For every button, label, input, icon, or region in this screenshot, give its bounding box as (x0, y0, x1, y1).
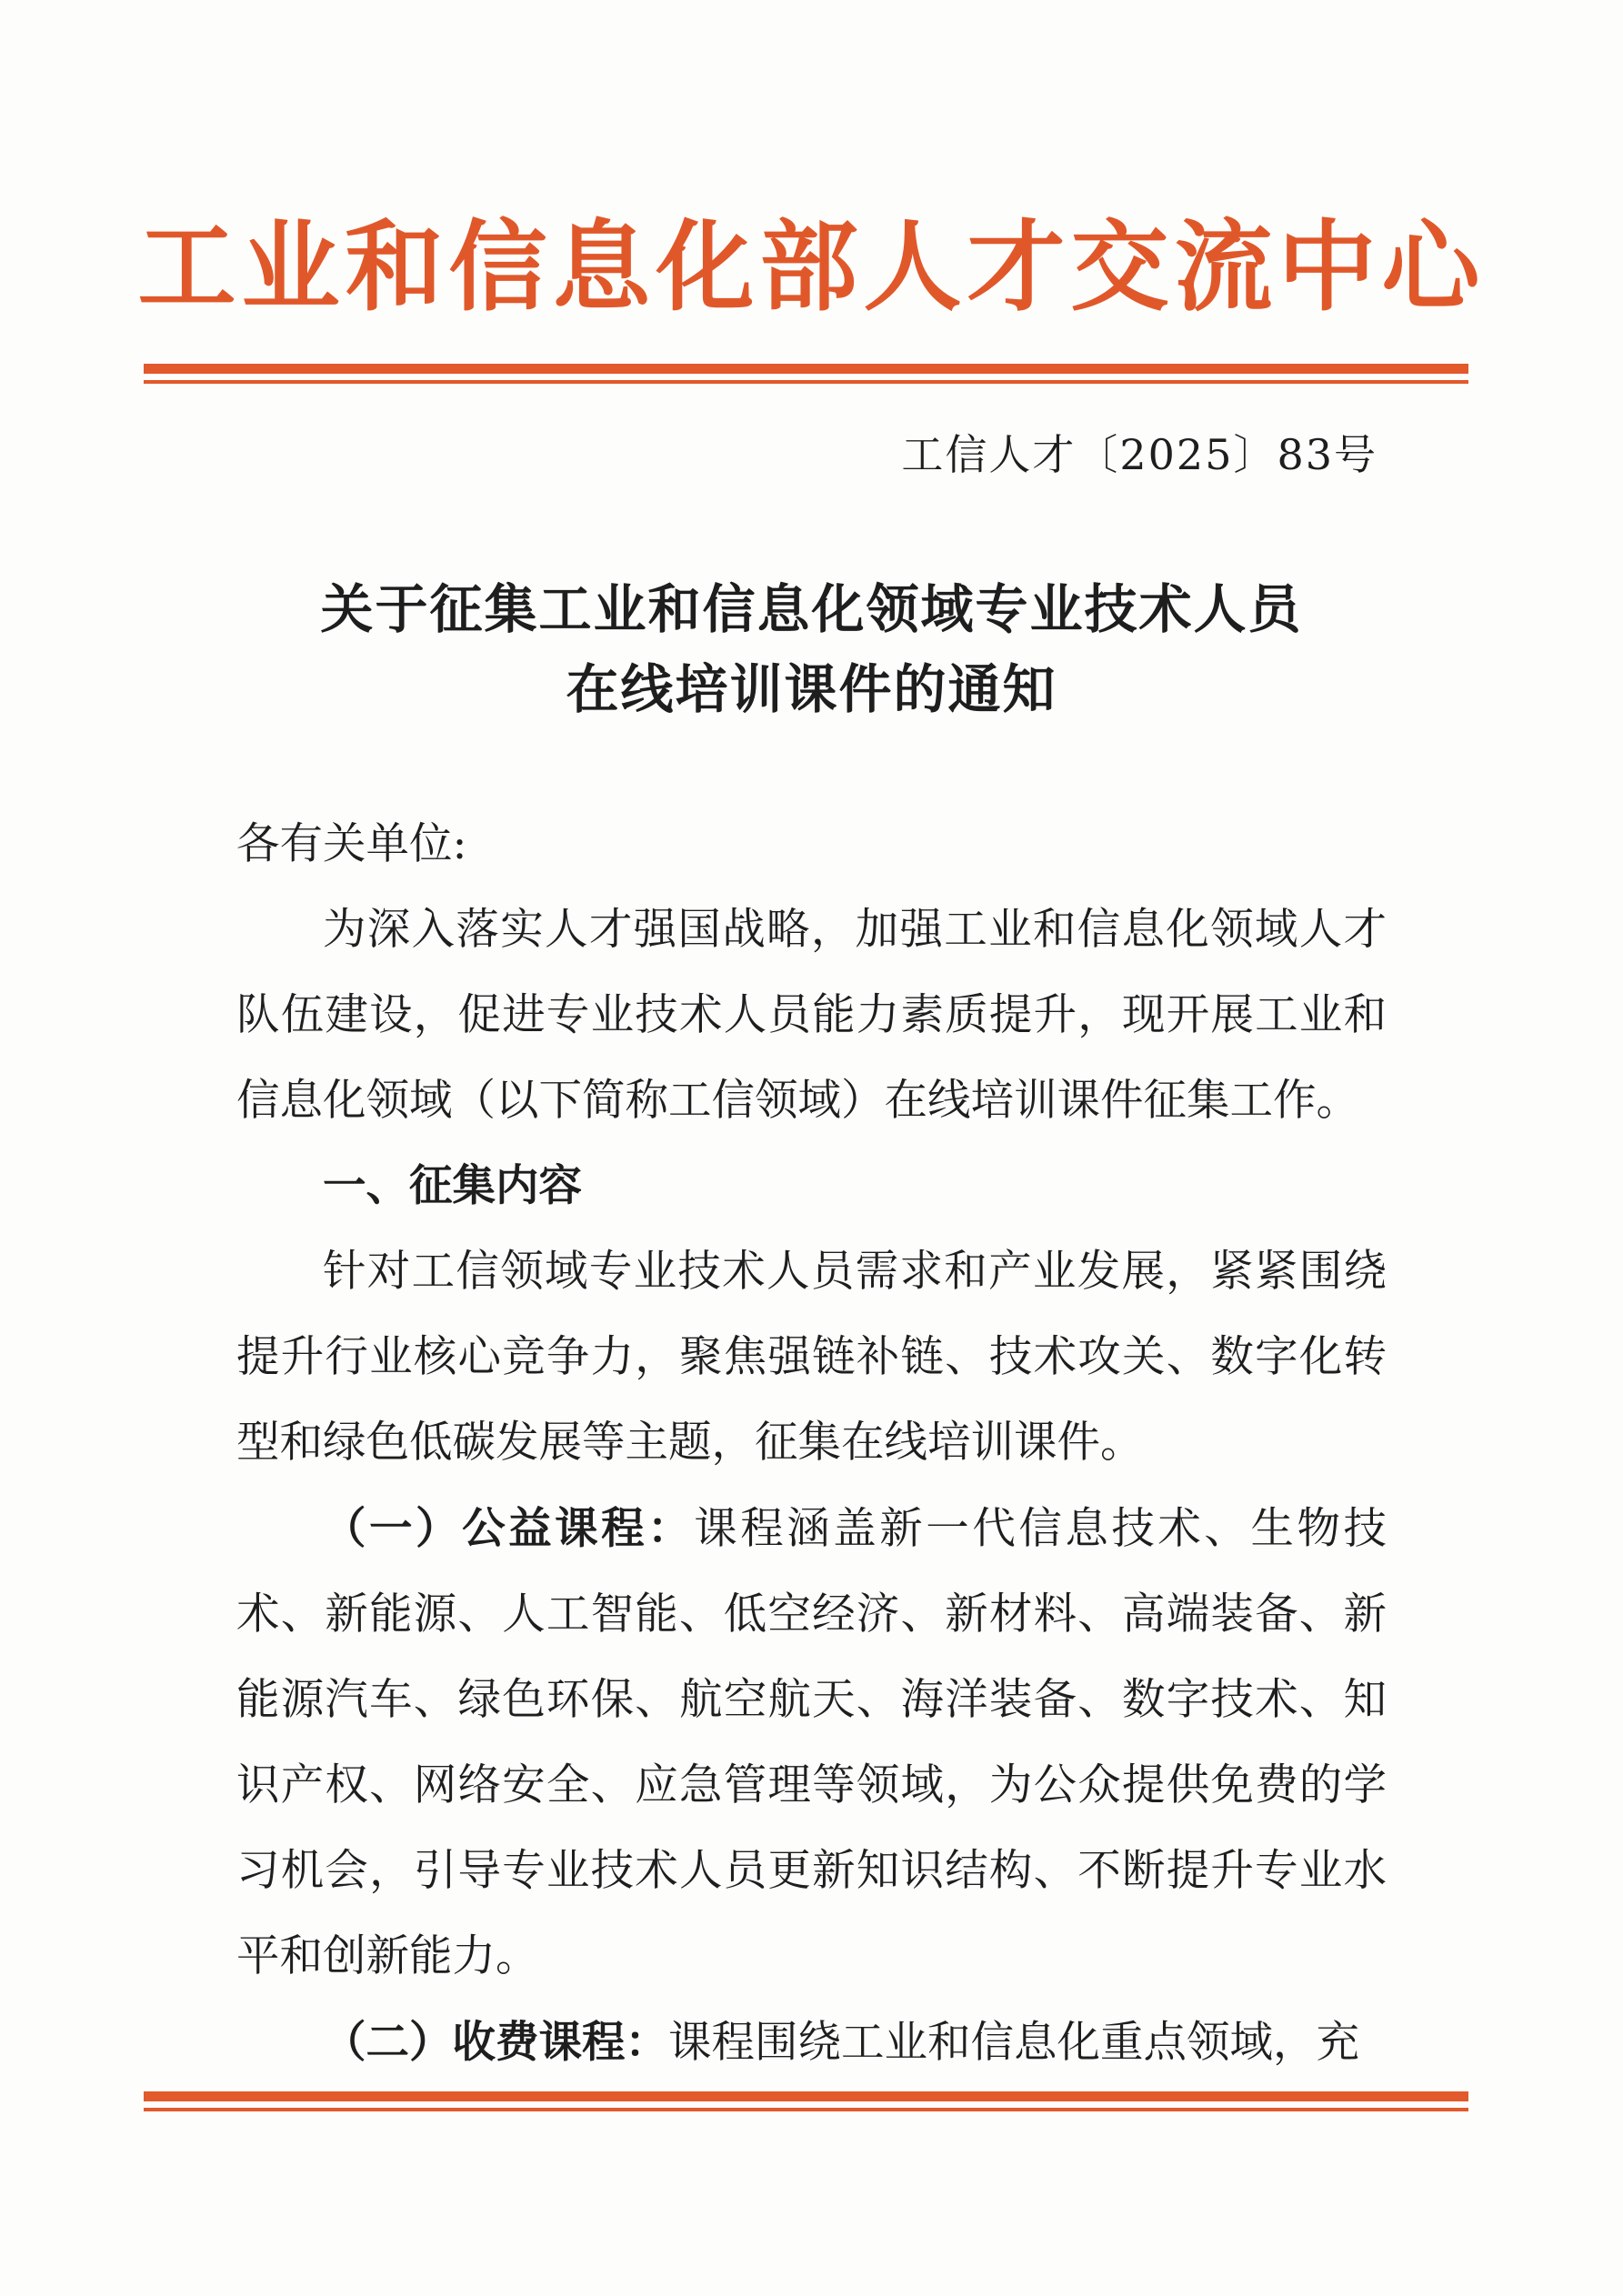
salutation: 各有关单位: (236, 819, 467, 869)
public-course-item (236, 1486, 1387, 2000)
masthead-org-name: 工业和信息化部人才交流中心 (137, 211, 1486, 325)
section-paragraph: 针对工信领域专业技术人员需求和产业发展，紧紧围绕提升行业核心竞争力，聚焦强链补链、技术攻关、数字化转型和绿色低碳发展等主题，征集在线培训课件。 (236, 1247, 1387, 1468)
paid-course-text: 课程围绕工业和信息化重点领域，充 (668, 2018, 1359, 2068)
public-course-text: 课程涵盖新一代信息技术、生物技术、新能源、人工智能、低空经济、新材料、高端装备、新能源汽车、绿色环保、航空航天、海洋装备、数字技术、知识产权、网络安全、应急管理等领域，为公众提供免费的学习机会，引导专业技术人员更新知识结构、不断提升专业水平和创新能力。 (236, 1504, 1388, 1981)
section-heading: 一、征集内容 (323, 1161, 582, 1211)
notice-body (236, 802, 1387, 2086)
public-course-lead: （一）公益课程： (323, 1503, 695, 1554)
masthead-rule-thick (144, 364, 1468, 374)
notice-title-line-2: 在线培训课件的通知 (566, 658, 1057, 720)
intro-paragraph: 为深入落实人才强国战略，加强工业和信息化领域人才队伍建设，促进专业技术人员能力素质提升，现开展工业和信息化领域（以下简称工信领域）在线培训课件征集工作。 (236, 905, 1387, 1126)
document-number: 工信人才〔2025〕83号 (901, 430, 1378, 479)
notice-title-line-1: 关于征集工业和信息化领域专业技术人员 (320, 578, 1303, 640)
masthead-rule-thin (144, 380, 1468, 384)
footer-rule-thin (144, 2108, 1468, 2111)
paid-course-lead: （二）收费课程： (323, 2017, 668, 2068)
paid-course-item (236, 2000, 1387, 2086)
footer-rule-thick (144, 2091, 1468, 2101)
